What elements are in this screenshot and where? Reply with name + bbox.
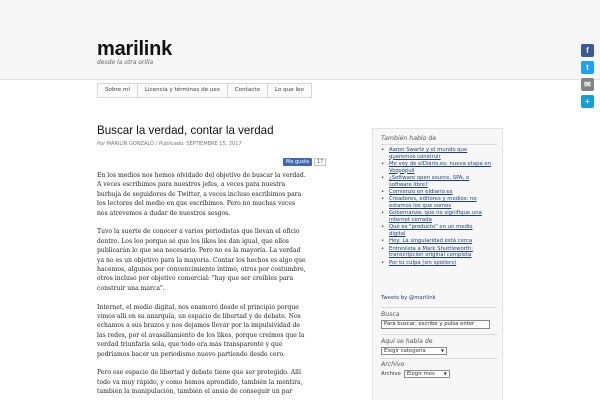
site-title[interactable]: marilink (97, 38, 173, 60)
list-item[interactable]: • Gobernanza: que no signifique una internet cerrada (381, 210, 482, 223)
paragraph: Internet, el medio digital, nos enamoró desde el principio porque vimos allí en su anarquía, un espacio de libertad y de debate. Nos echamos a sus brazos y nos dejamos llevar por la impulsividad de las redes, por el avasallamiento de los likes, porque creímos que la verdad triunfaría sola, que todo era más transparente y que podríamos hacer un periodismo nuevo partiendo desde cero. (97, 303, 305, 358)
share-bar (581, 44, 596, 112)
chevron-down-icon: ▼ (443, 371, 447, 376)
post-meta (97, 141, 242, 147)
list-item[interactable]: • Aaron Swartz y el mundo que queremos construir (381, 147, 468, 160)
nav-item-license[interactable]: Licencia y términos de uso (138, 84, 228, 97)
chevron-down-icon: ▼ (440, 348, 444, 353)
like-button[interactable]: Me gusta (283, 158, 312, 166)
email-icon[interactable]: ✉ (581, 78, 594, 91)
categories-heading: Aquí se habla de (381, 338, 433, 345)
archive-heading: Archivo (381, 361, 405, 368)
archive-select[interactable]: Elegir mes ▼ (404, 370, 450, 378)
nav-item-reading[interactable]: Lo que leo (274, 87, 304, 93)
list-item[interactable]: • ¿Software open source, SPA, o software libre? (381, 174, 470, 188)
like-count: 17 (314, 158, 326, 166)
archive-row (381, 370, 450, 378)
post-author[interactable]: MARILÍN GONZALO (106, 141, 154, 147)
site-tagline: desde la otra orilla (97, 59, 154, 66)
post-title[interactable]: Buscar la verdad, contar la verdad (97, 124, 274, 137)
search-input[interactable]: Para buscar, escribe y pulsa enter (381, 320, 490, 329)
post-body (97, 171, 337, 400)
post-date: SEPTIEMBRE 15, 2017 (186, 141, 242, 147)
related-heading: También hablo de (381, 135, 437, 142)
related-list (381, 147, 499, 267)
facebook-icon[interactable]: f (581, 44, 594, 57)
divider (381, 144, 497, 145)
tweets-link[interactable]: Tweets by @marilink (381, 295, 436, 301)
divider (381, 307, 497, 308)
list-item[interactable]: • Me voy de elDiario.es: nueva etapa en Vozpópuli (381, 160, 492, 174)
list-item[interactable]: • Entrevista a Mark Shuttleworth: transcripción original completa (381, 245, 474, 259)
nav-item-about[interactable]: Sobre mí (98, 84, 138, 97)
list-item[interactable]: • Qué es "producto" en un medio digital (381, 224, 473, 237)
archive-label: Archivo (381, 371, 401, 377)
nav-item-contact[interactable]: Contacto (228, 84, 268, 97)
divider (381, 334, 497, 335)
twitter-icon[interactable]: t (581, 61, 594, 74)
meta-published: / Publicado: (155, 141, 185, 147)
list-item[interactable]: • Creadores, editores y medios: no estamos los que somos (381, 196, 477, 209)
list-item[interactable]: • Por tu culpa (sin spoilers) (381, 259, 457, 266)
main-nav (97, 83, 312, 98)
paragraph: Tuvo la suerte de conocer a varios periodistas que llevan el oficio dentro. Los leo porque sé que los likes les dan igual, que ellos publicarán lo que sea necesario. Pero no es la mayoría. La verdad ya no es un objetivo para la mayoría. Contar los hechos es algo que hacemos, algunos por convencimiento íntimo, otros por costumbre, otros incluso por objetivo comercial: "hay que ser creíbles para construir una marca". (97, 228, 306, 292)
categories-select[interactable]: Elegir categoría ▼ (381, 347, 447, 355)
share-plus-icon[interactable]: + (581, 95, 594, 108)
like-widget (283, 158, 326, 166)
sidebar (372, 128, 503, 400)
paragraph: Pero ese espacio de libertad y debate tiene que ser protegido. Allí todo va muy rápido, y como hemos aprendido, también la mentira, también la manipulación, también el ansia de conseguir un par (97, 369, 303, 396)
divider (381, 358, 497, 359)
list-item[interactable]: • Hoy: La singularidad está cerca (381, 238, 473, 245)
site-header (0, 0, 600, 80)
meta-prefix: Por (97, 141, 106, 147)
search-heading: Busca (381, 311, 400, 318)
list-item[interactable]: • Comienzo en eldiario.es (381, 188, 453, 195)
paragraph: En los medios nos hemos olvidado del objetivo de buscar la verdad. A veces escribimos para nuestros jefes, a veces para nuestra burbuja de seguidores de Twitter, a veces incluso escribimos para los lectores del medio en que escribimos. Pero no muchas veces nos atrevemos a dudar de nuestros sesgos. (97, 172, 306, 217)
categories-row (381, 347, 447, 355)
